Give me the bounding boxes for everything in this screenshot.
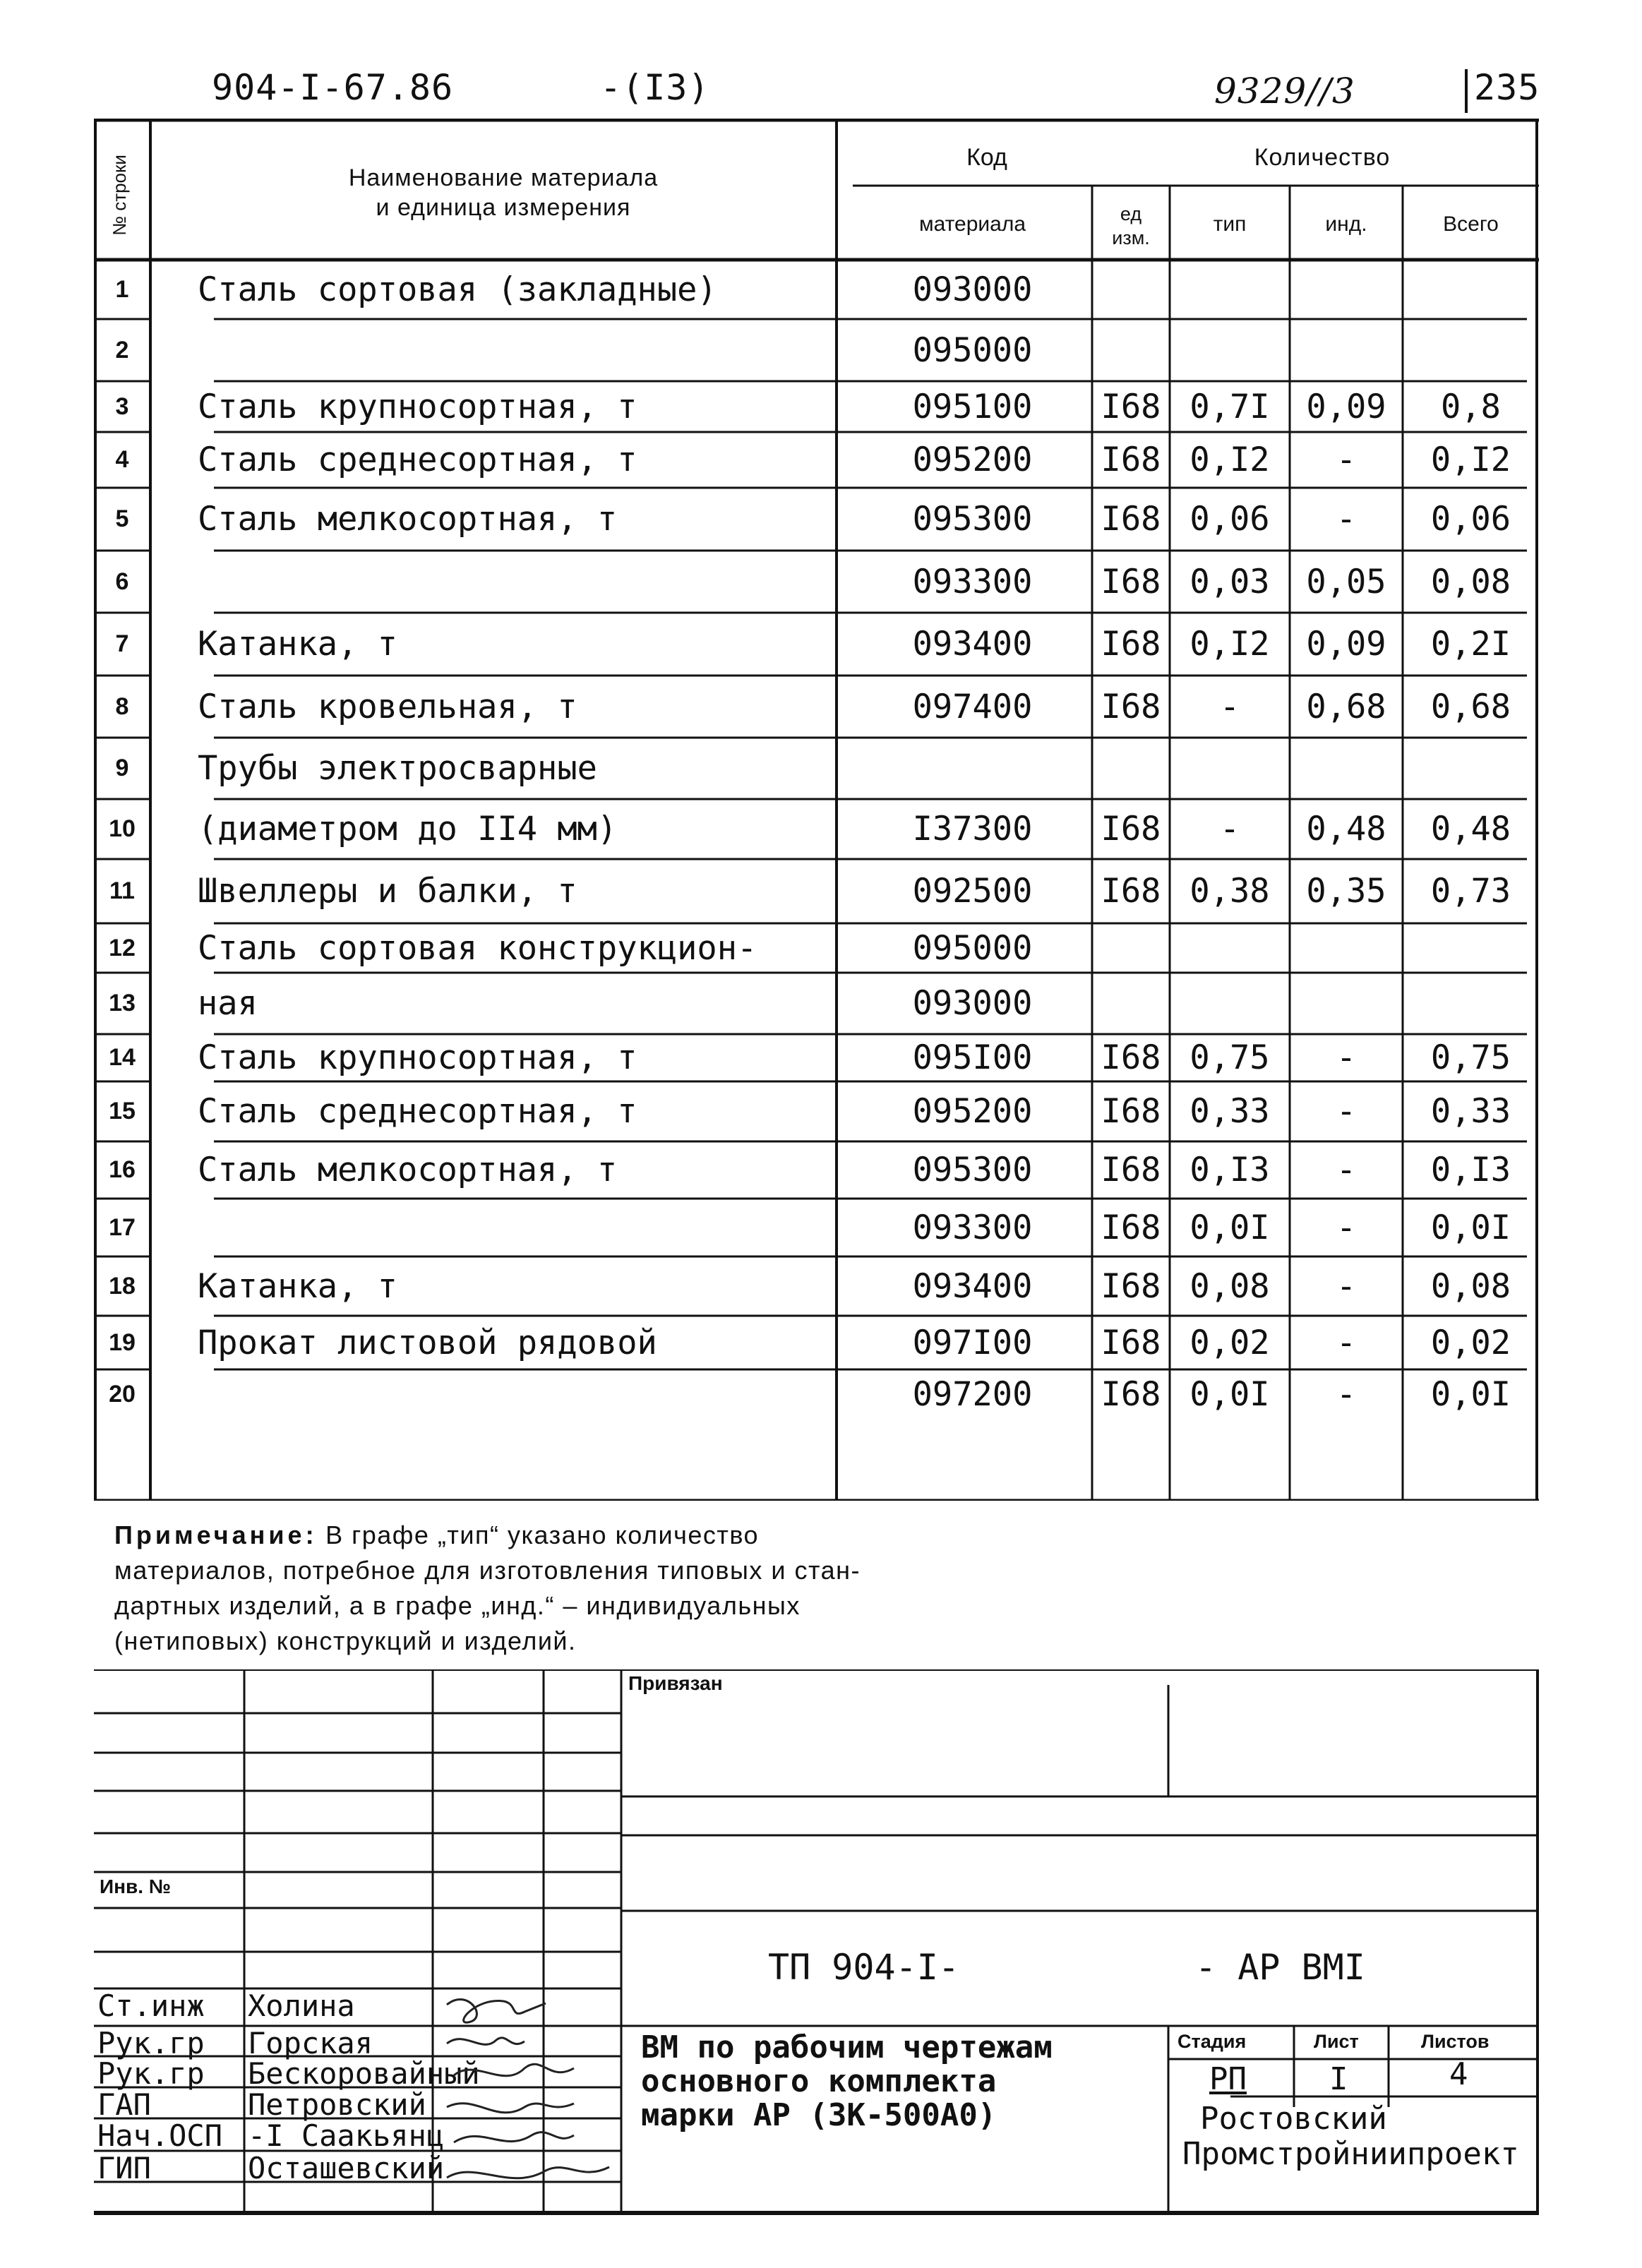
document-description: ВМ по рабочим чертежам основного комплекта марки АР (ЗК-500А0) (641, 2029, 1053, 2133)
row-number: 16 (109, 1156, 136, 1183)
row-number: 3 (115, 392, 129, 420)
table-cell-total (1403, 923, 1539, 973)
signer-role: Ст.инж (97, 1988, 205, 2023)
table-cell-unit: I68 (1101, 1266, 1161, 1306)
table-cell-name: Сталь кровельная, т (198, 687, 577, 726)
table-cell-tip: 0,03 (1189, 562, 1270, 601)
row-number: 11 (109, 877, 135, 904)
table-cell-unit (1092, 319, 1170, 381)
table-cell-code: 095000 (912, 928, 1033, 968)
table-cell-ind: 0,09 (1306, 387, 1386, 426)
table-cell-name: Сталь среднесортная, т (198, 440, 637, 479)
table-cell-code: 095200 (912, 1092, 1033, 1131)
table-cell-total: 0,I3 (1430, 1151, 1511, 1189)
table-cell-code: 095300 (912, 500, 1033, 539)
table-cell-tip: - (1219, 810, 1240, 848)
table-cell-tip (1170, 973, 1290, 1034)
table-cell-ind: - (1336, 1266, 1357, 1306)
table-cell-unit: I68 (1101, 1092, 1161, 1131)
table-cell-tip: 0,I2 (1189, 625, 1270, 664)
row-number: 13 (109, 990, 136, 1016)
code-group-header: Код (966, 143, 1007, 171)
table-cell-total: 0,75 (1430, 1038, 1511, 1077)
table-cell-name: Сталь мелкосортная, т (198, 1151, 618, 1189)
signer-role: Рук.гр (97, 2026, 205, 2060)
table-cell-ind: - (1336, 500, 1357, 539)
table-cell-total: 0,33 (1430, 1092, 1511, 1131)
table-cell-code: 097400 (912, 687, 1033, 726)
table-cell-name: Сталь сортовая (закладные) (198, 270, 717, 309)
table-cell-unit: I68 (1101, 387, 1161, 426)
unit-header: ед изм. (1112, 203, 1150, 248)
title-block (94, 1669, 1539, 2227)
table-cell-ind: - (1336, 440, 1357, 479)
row-number: 2 (115, 336, 129, 364)
table-cell-total: 0,02 (1430, 1323, 1511, 1362)
table-cell-total: 0,48 (1430, 810, 1511, 848)
signer-name: Горская (248, 2026, 373, 2060)
signer-name: Петровский (248, 2087, 426, 2122)
row-number-header: № строки (108, 154, 130, 236)
note-line: (нетиповых) конструкций и изделий. (114, 1626, 577, 1655)
table-cell-total: 0,08 (1430, 562, 1511, 601)
table-cell-code: 093400 (912, 625, 1033, 664)
row-number: 14 (109, 1044, 136, 1071)
table-cell-name: Сталь крупносортная, т (198, 387, 637, 426)
table-cell-total (1403, 319, 1539, 381)
table-cell-unit: I68 (1101, 810, 1161, 848)
table-cell-ind: 0,35 (1306, 872, 1386, 911)
sheet-value: I (1329, 2061, 1348, 2097)
table-cell-code (837, 738, 1108, 799)
table-cell-ind: - (1336, 1092, 1357, 1131)
table-cell-name: (диаметром до II4 мм) (198, 810, 618, 848)
sheets-value: 4 (1449, 2056, 1468, 2092)
row-number: 7 (115, 630, 129, 657)
row-number: 20 (109, 1380, 136, 1408)
header-divider (1465, 69, 1468, 113)
note-line: материалов, потребное для изготовления типовых и стан- (114, 1556, 861, 1585)
row-number: 4 (115, 446, 129, 473)
table-cell-name: Катанка, т (198, 1266, 397, 1306)
table-cell-code: 095300 (912, 1151, 1033, 1189)
table-cell-name: Сталь мелкосортная, т (198, 500, 618, 539)
row-number: 12 (109, 934, 136, 961)
table-cell-total: 0,I2 (1430, 440, 1511, 479)
table-cell-code: 095I00 (912, 1038, 1033, 1077)
sheets-label: Листов (1421, 2031, 1490, 2052)
table-cell-tip (1170, 738, 1290, 799)
project-code: ТП 904-I- (768, 1947, 959, 1988)
row-number: 8 (115, 692, 129, 720)
table-cell-name: Прокат листовой рядовой (198, 1323, 657, 1362)
table-cell-unit (1092, 260, 1170, 319)
table-cell-unit: I68 (1101, 625, 1161, 664)
table-cell-code: 095100 (912, 387, 1033, 426)
table-cell-unit: I68 (1101, 440, 1161, 479)
table-cell-unit: I68 (1101, 1374, 1161, 1414)
table-cell-unit: I68 (1101, 1208, 1161, 1247)
signatures (426, 1991, 694, 2216)
table-cell-ind (1290, 973, 1403, 1034)
signer-role: ГАП (97, 2087, 151, 2122)
row-number: 1 (115, 275, 129, 303)
table-cell-name: Катанка, т (198, 625, 397, 664)
table-cell-name: Швеллеры и балки, т (198, 872, 577, 911)
note-line: дартных изделий, а в графе „инд.“ – индивидуальных (114, 1591, 801, 1620)
table-cell-name: Сталь сортовая конструкцион- (198, 928, 757, 968)
table-cell-ind: - (1336, 1323, 1357, 1362)
table-cell-name (159, 319, 837, 381)
table-cell-total: 0,2I (1430, 625, 1511, 664)
table-cell-unit: I68 (1101, 872, 1161, 911)
type-header: тип (1213, 212, 1247, 236)
table-cell-total: 0,0I (1430, 1208, 1511, 1247)
table-cell-total: 0,68 (1430, 687, 1511, 726)
signer-name: Бескоровайный (248, 2056, 480, 2091)
row-number: 17 (109, 1213, 136, 1241)
table-cell-tip: 0,75 (1189, 1038, 1270, 1077)
table-cell-name (159, 1369, 837, 1419)
table-cell-ind: 0,05 (1306, 562, 1386, 601)
table-cell-code: 093300 (912, 1208, 1033, 1247)
table-cell-tip: 0,I2 (1189, 440, 1270, 479)
table-cell-ind: - (1336, 1038, 1357, 1077)
row-number: 18 (109, 1272, 136, 1300)
note-line: В графе „тип“ указано количество (325, 1520, 760, 1549)
table-cell-code: 093000 (912, 984, 1033, 1023)
table-cell-name: Сталь крупносортная, т (198, 1038, 637, 1077)
table-cell-tip: 0,38 (1189, 872, 1270, 911)
table-cell-name: Трубы электросварные (198, 749, 597, 788)
stage-label: Стадия (1177, 2031, 1247, 2052)
table-cell-total: 0,8 (1441, 387, 1501, 426)
table-cell-tip: 0,08 (1189, 1266, 1270, 1306)
table-cell-tip (1170, 923, 1290, 973)
table-cell-tip: 0,0I (1189, 1208, 1270, 1247)
note-label: Примечание: (114, 1520, 318, 1549)
table-cell-tip: 0,02 (1189, 1323, 1270, 1362)
row-number: 6 (115, 568, 129, 595)
table-cell-total (1403, 973, 1539, 1034)
row-number: 9 (115, 755, 129, 781)
table-cell-code: 095000 (912, 330, 1033, 370)
table-cell-code: 097I00 (912, 1323, 1033, 1362)
signer-role: Рук.гр (97, 2056, 205, 2091)
table-cell-ind: 0,68 (1306, 687, 1386, 726)
table-cell-total: 0,06 (1430, 500, 1511, 539)
row-number: 5 (115, 505, 129, 532)
table-cell-ind: 0,09 (1306, 625, 1386, 664)
table-cell-tip: 0,0I (1189, 1374, 1270, 1414)
signer-name: Холина (248, 1988, 355, 2023)
table-cell-name: ная (198, 984, 258, 1023)
table-cell-code: 093400 (912, 1266, 1033, 1306)
table-cell-ind (1290, 738, 1403, 799)
table-cell-ind (1290, 923, 1403, 973)
table-cell-unit: I68 (1101, 1151, 1161, 1189)
table-cell-tip: - (1219, 687, 1240, 726)
materials-table (94, 119, 1539, 1501)
table-cell-code: 093000 (912, 270, 1033, 309)
project-mark: - АР ВМI (1195, 1947, 1365, 1988)
name-column-header: Наименование материала и единица измерения (348, 164, 659, 221)
signer-role: Нач.ОСП (97, 2118, 223, 2153)
organization-name: Ростовский Промстройниипроект (1182, 2101, 1519, 2172)
table-cell-unit: I68 (1101, 1323, 1161, 1362)
table-cell-tip: 0,7I (1189, 387, 1270, 426)
total-header: Всего (1443, 212, 1499, 236)
table-cell-name (159, 1199, 837, 1256)
table-cell-tip: 0,06 (1189, 500, 1270, 539)
table-cell-ind: - (1336, 1374, 1357, 1414)
reference-number: 9329//3 (1214, 71, 1355, 112)
individual-header: инд. (1325, 212, 1367, 236)
row-number: 10 (109, 815, 136, 842)
table-cell-unit: I68 (1101, 687, 1161, 726)
table-cell-ind (1290, 260, 1403, 319)
table-cell-unit (1092, 738, 1170, 799)
material-code-header: материала (918, 212, 1026, 236)
table-cell-ind: - (1336, 1151, 1357, 1189)
row-number: 15 (109, 1098, 136, 1124)
table-cell-unit (1092, 923, 1170, 973)
row-number: 19 (109, 1328, 136, 1356)
signer-role: ГИП (97, 2151, 151, 2185)
table-note (114, 1518, 1491, 1659)
document-code: 904-I-67.86 (212, 67, 454, 108)
sheet-label: Лист (1314, 2031, 1359, 2052)
stage-value: РП (1209, 2061, 1247, 2097)
table-cell-name (159, 551, 837, 613)
table-cell-code: 097200 (912, 1374, 1033, 1414)
table-cell-code: 092500 (912, 872, 1033, 911)
table-cell-ind (1290, 319, 1403, 381)
quantity-group-header: Количество (1254, 143, 1391, 171)
section-number: -(I3) (600, 67, 710, 108)
signer-name: -I Саакьянц (248, 2118, 445, 2153)
table-cell-unit: I68 (1101, 500, 1161, 539)
table-cell-unit (1092, 973, 1170, 1034)
table-cell-unit: I68 (1101, 1038, 1161, 1077)
table-cell-code: 095200 (912, 440, 1033, 479)
table-cell-total: 0,73 (1430, 872, 1511, 911)
table-cell-tip: 0,I3 (1189, 1151, 1270, 1189)
table-cell-code: I37300 (912, 810, 1033, 848)
table-cell-total (1403, 260, 1539, 319)
table-cell-ind: - (1336, 1208, 1357, 1247)
table-cell-total (1403, 738, 1539, 799)
table-cell-total: 0,08 (1430, 1266, 1511, 1306)
table-cell-ind: 0,48 (1306, 810, 1386, 848)
page-number: 235 (1474, 67, 1540, 108)
signer-name: Осташевский (248, 2151, 445, 2185)
table-cell-tip: 0,33 (1189, 1092, 1270, 1131)
table-cell-total: 0,0I (1430, 1374, 1511, 1414)
linked-label: Привязан (628, 1672, 723, 1694)
table-cell-code: 093300 (912, 562, 1033, 601)
table-cell-name: Сталь среднесортная, т (198, 1092, 637, 1131)
table-cell-unit: I68 (1101, 562, 1161, 601)
table-cell-tip (1170, 319, 1290, 381)
inventory-number-label: Инв. № (100, 1876, 172, 1897)
table-cell-tip (1170, 260, 1290, 319)
